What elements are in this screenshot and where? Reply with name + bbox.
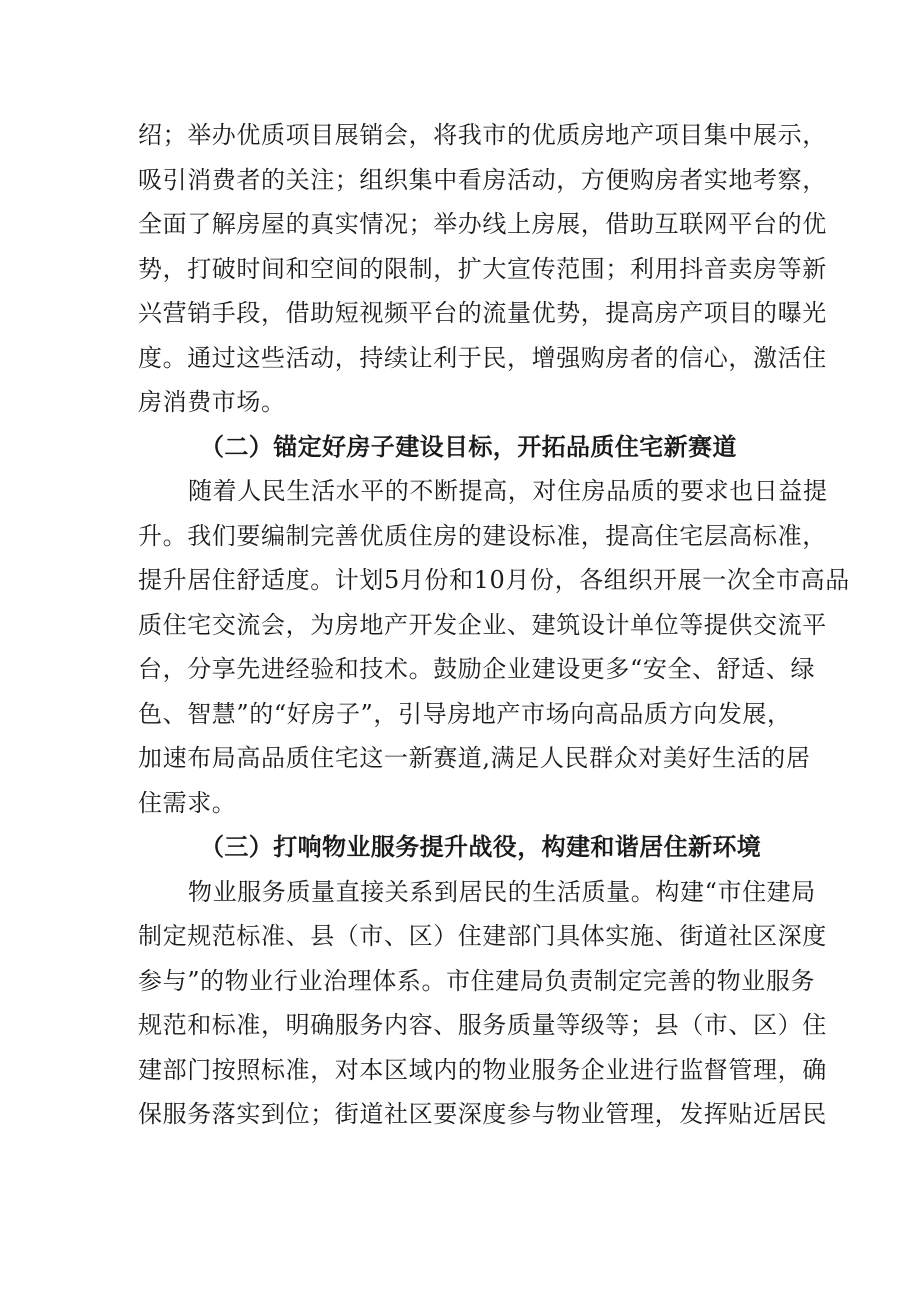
- paragraph-line: 兴营销手段，借助短视频平台的流量优势，提高房产项目的曝光: [138, 299, 827, 327]
- paragraph-1: [138, 113, 827, 425]
- paragraph-line: 势，打破时间和空间的限制，扩大宣传范围；利用抖音卖房等新: [138, 254, 827, 283]
- document-body: [138, 113, 850, 1137]
- paragraph-2: [138, 469, 850, 825]
- paragraph-line: 保服务落实到位；街道社区要深度参与物业管理，发挥贴近居民: [138, 1100, 827, 1128]
- paragraph-line: 住需求。: [138, 788, 237, 817]
- paragraph-line: 制定规范标准、县（市、区）住建部门具体实施、街道社区深度: [138, 922, 827, 950]
- paragraph-line: 规范和标准，明确服务内容、服务质量等级等；县（市、区）住: [138, 1011, 827, 1039]
- paragraph-line: 度。通过这些活动，持续让利于民，增强购房者的信心，激活住: [138, 343, 827, 372]
- paragraph-line: 台，分享先进经验和技术。鼓励企业建设更多“安全、舒适、绿: [138, 655, 816, 683]
- paragraph-line: 房消费市场。: [138, 388, 286, 416]
- paragraph-line: 物业服务质量直接关系到居民的生活质量。构建“市住建局: [188, 877, 816, 906]
- section-heading-3: （三）打响物业服务提升战役，构建和谐居住新环境: [200, 833, 762, 861]
- paragraph-line: 提升居住舒适度。计划5月份和10月份，各组织开展一次全市高品: [138, 566, 850, 594]
- paragraph-line: 全面了解房屋的真实情况；举办线上房展，借助互联网平台的优: [138, 210, 827, 238]
- paragraph-line: 参与”的物业行业治理体系。市住建局负责制定完善的物业服务: [138, 966, 816, 995]
- paragraph-line: 质住宅交流会，为房地产开发企业、建筑设计单位等提供交流平: [138, 610, 827, 639]
- paragraph-line: 加速布局高品质住宅这一新赛道,满足人民群众对美好生活的居: [138, 744, 811, 772]
- paragraph-line: 吸引消费者的关注；组织集中看房活动，方便购房者实地考察，: [138, 165, 827, 194]
- paragraph-line: 绍；举办优质项目展销会，将我市的优质房地产项目集中展示，: [138, 121, 827, 149]
- section-heading-2: （二）锚定好房子建设目标，开拓品质住宅新赛道: [200, 432, 737, 461]
- paragraph-line: 随着人民生活水平的不断提高，对住房品质的要求也日益提: [188, 477, 828, 505]
- paragraph-line: 建部门按照标准，对本区域内的物业服务企业进行监督管理，确: [138, 1055, 827, 1084]
- paragraph-line: 色、智慧”的“好房子”，引导房地产市场向高品质方向发展，: [138, 699, 792, 728]
- paragraph-line: 升。我们要编制完善优质住房的建设标准，提高住宅层高标准，: [138, 521, 827, 550]
- paragraph-3: [138, 870, 827, 1137]
